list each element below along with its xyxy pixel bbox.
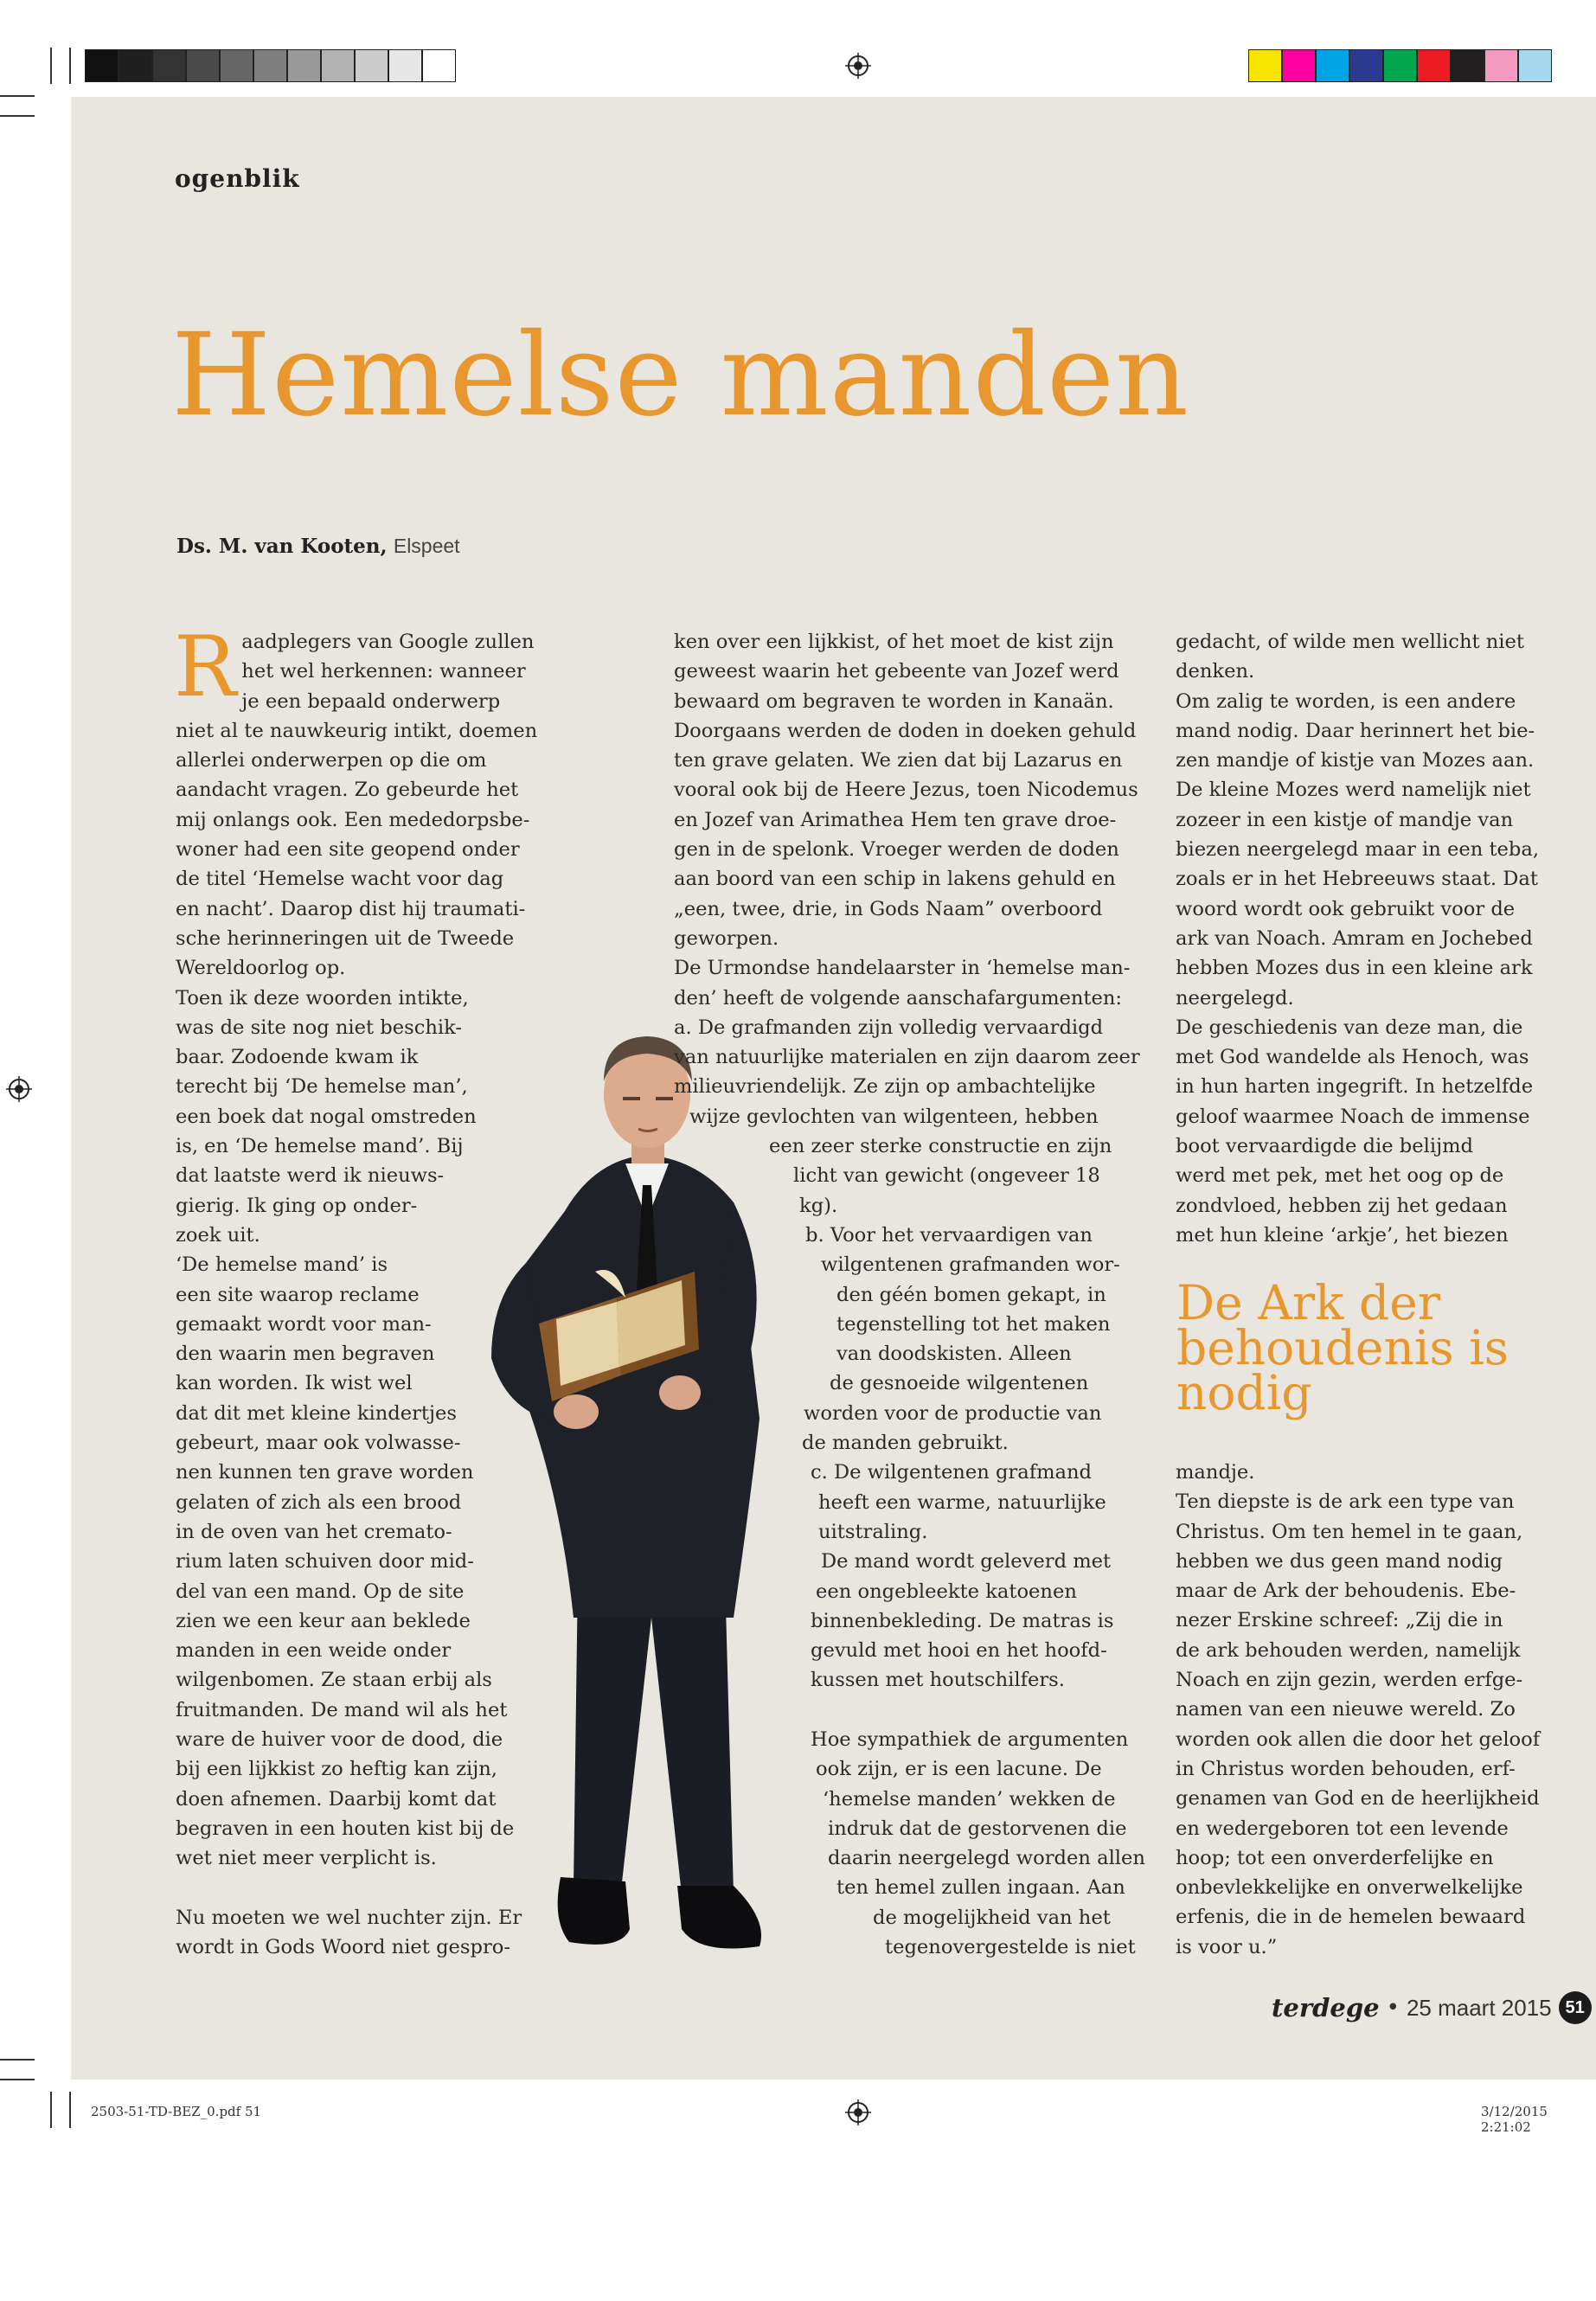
text-line: b. Voor het vervaardigen van [805, 1223, 1093, 1247]
text-line: mand nodig. Daar herinnert het bie- [1176, 719, 1535, 742]
drop-cap: R [174, 619, 237, 715]
text-line: ark van Noach. Amram en Jochebed [1176, 926, 1533, 950]
text-line: tegenstelling tot het maken [836, 1312, 1111, 1336]
text-line: kussen met houtschilfers. [811, 1669, 1065, 1692]
text-line: De geschiedenis van deze man, die [1176, 1016, 1523, 1039]
text-line: De Urmondse handelaarster in ‘hemelse man- [674, 957, 1131, 980]
text-line: De mand wordt geleverd met [821, 1550, 1112, 1574]
text-line: het wel herkennen: wanneer [241, 660, 526, 683]
text-line: Nu moeten we wel nuchter zijn. Er [176, 1906, 522, 1929]
text-line: met God wandelde als Henoch, was [1176, 1046, 1529, 1069]
text-line: dat dit met kleine kindertjes [176, 1401, 457, 1425]
text-line: erfenis, die in de hemelen bewaard [1176, 1906, 1526, 1929]
text-line: namen van een nieuwe wereld. Zo [1176, 1698, 1516, 1721]
text-line: je een bepaald onderwerp [241, 689, 501, 713]
text-line: behoudenis is [1176, 1320, 1509, 1375]
color-swatch [1248, 49, 1282, 82]
text-line: aandacht vragen. Zo gebeurde het [176, 779, 519, 802]
color-swatch [1451, 49, 1484, 82]
article-title: Hemelse manden [171, 309, 1190, 442]
text-column-1 [174, 619, 539, 1962]
text-line: nen kunnen ten grave worden [176, 1461, 474, 1484]
text-line: met hun kleine ‘arkje’, het biezen [1176, 1223, 1509, 1247]
text-line: in de oven van het cremato- [176, 1520, 452, 1543]
color-swatch [1383, 49, 1417, 82]
text-line: een ongebleekte katoenen [816, 1580, 1077, 1603]
text-line: de manden gebruikt. [802, 1432, 1009, 1455]
text-line [176, 1873, 539, 1902]
text-line: wilgenbomen. Ze staan erbij als [176, 1669, 492, 1692]
text-line: geweest waarin het gebeente van Jozef werd [674, 660, 1119, 683]
text-line: daarin neergelegd worden allen [828, 1847, 1145, 1870]
text-column-2 [674, 627, 1145, 1962]
text-line: de gesnoeide wilgentenen [830, 1372, 1089, 1395]
text-line: werd met pek, met het oog op de [1176, 1164, 1504, 1188]
text-line: was de site nog niet beschik- [176, 1016, 463, 1039]
text-line: een site waarop reclame [176, 1283, 420, 1306]
text-line: vooral ook bij de Heere Jezus, toen Nicodemus [674, 779, 1138, 802]
text-line: den géén bomen gekapt, in [836, 1283, 1106, 1306]
text-line: zozeer in een kistje of mandje van [1176, 808, 1514, 831]
text-line: Hoe sympathiek de argumenten [811, 1727, 1129, 1751]
text-line: mandje. [1176, 1461, 1255, 1484]
issue-date: 25 maart 2015 [1406, 1994, 1552, 2021]
page-number: 51 [1559, 1991, 1592, 2024]
text-line: kg). [799, 1194, 838, 1217]
text-line: ten hemel zullen ingaan. Aan [836, 1876, 1125, 1900]
text-line: en wedergeboren tot een levende [1176, 1817, 1509, 1840]
text-line: Noach en zijn gezin, werden erfge- [1176, 1669, 1523, 1692]
column-2-lines [674, 627, 1145, 1962]
registration-mark-icon [845, 2099, 871, 2125]
color-swatch [388, 49, 422, 82]
text-line: a. De grafmanden zijn volledig vervaardigd [674, 1016, 1104, 1039]
registration-mark-icon [6, 1076, 32, 1102]
text-line: van natuurlijke materialen en zijn daarom zeer [674, 1046, 1140, 1069]
text-line: zoek uit. [176, 1223, 260, 1247]
text-line: begraven in een houten kist bij de [176, 1817, 515, 1840]
text-line: de ark behouden werden, namelijk [1176, 1638, 1521, 1662]
text-line: uitstraling. [818, 1520, 928, 1543]
text-line: geloof waarmee Noach de immense [1176, 1105, 1530, 1128]
text-line: gelaten of zich als een brood [176, 1490, 462, 1514]
text-line: wet niet meer verplicht is. [176, 1847, 437, 1870]
text-line: dat laatste werd ik nieuws- [176, 1164, 445, 1188]
text-line: genamen van God en de heerlijkheid [1176, 1787, 1540, 1811]
color-swatch [355, 49, 388, 82]
byline-place: Elspeet [393, 535, 460, 557]
text-line: zoals er in het Hebreeuws staat. Dat [1176, 868, 1538, 891]
text-line: „een, twee, drie, in Gods Naam” overboord [674, 897, 1103, 920]
text-line: gedacht, of wilde men wellicht niet [1176, 631, 1524, 653]
text-line: sche herinneringen uit de Tweede [176, 926, 515, 950]
text-line: doen afnemen. Daarbij komt dat [176, 1787, 497, 1811]
text-line: wilgentenen grafmanden wor- [821, 1253, 1120, 1277]
column-1-lines [174, 619, 539, 1962]
pull-quote [1176, 1275, 1509, 1420]
text-line: Christus. Om ten hemel in te gaan, [1176, 1520, 1523, 1543]
text-line: ‘hemelse manden’ wekken de [823, 1787, 1116, 1811]
section-kicker: ogenblik [175, 164, 300, 193]
footer-separator: • [1386, 1995, 1400, 2021]
text-line: den’ heeft de volgende aanschafargumenten: [674, 986, 1123, 1009]
text-line: van doodskisten. Alleen [836, 1343, 1072, 1366]
text-line: en Jozef van Arimathea Hem ten grave droe- [674, 808, 1117, 831]
text-line: baar. Zodoende kwam ik [176, 1046, 419, 1069]
crop-mark [69, 2092, 71, 2128]
text-line: de titel ‘Hemelse wacht voor dag [176, 868, 504, 891]
text-line: mij onlangs ook. Een mededorpsbe- [176, 808, 530, 831]
text-line: ‘De hemelse mand’ is [176, 1253, 388, 1277]
text-line: ware de huiver voor de dood, die [176, 1727, 503, 1751]
text-line: aadplegers van Google zullen [241, 631, 535, 653]
color-swatch [1484, 49, 1518, 82]
text-line: wijze gevlochten van wilgenteen, hebben [689, 1105, 1099, 1128]
color-swatch [422, 49, 456, 82]
text-line: is, en ‘De hemelse mand’. Bij [176, 1135, 464, 1158]
text-line: Ten diepste is de ark een type van [1176, 1490, 1515, 1514]
text-line: binnenbekleding. De matras is [811, 1609, 1114, 1632]
text-column-3-top [1176, 627, 1539, 1250]
text-column-3-bottom [1176, 1458, 1539, 1962]
text-line: wordt in Gods Woord niet gespro- [176, 1936, 510, 1959]
text-line: terecht bij ‘De hemelse man’, [176, 1075, 468, 1099]
text-line: Om zalig te worden, is een andere [1176, 689, 1516, 713]
color-swatch [321, 49, 355, 82]
text-line: maar de Ark der behoudenis. Ebe- [1176, 1580, 1516, 1603]
text-line: niet al te nauwkeurig intikt, doemen [176, 719, 538, 742]
color-swatch [1518, 49, 1552, 82]
byline [176, 535, 460, 558]
color-swatch [1282, 49, 1316, 82]
text-line: aan boord van een schip in lakens gehuld en [674, 868, 1116, 891]
text-line: biezen neergelegd maar in een teba, [1176, 838, 1540, 862]
crop-mark [0, 2059, 35, 2061]
print-slug-right: 3/12/2015 2:21:02 [1481, 2104, 1548, 2135]
text-line: heeft een warme, natuurlijke [818, 1490, 1106, 1514]
text-line: fruitmanden. De mand wil als het [176, 1698, 508, 1721]
text-line: indruk dat de gestorvenen die [828, 1817, 1127, 1840]
text-line: zien we een keur aan beklede [176, 1609, 471, 1632]
text-line: hoop; tot een onverderfelijke en [1176, 1846, 1494, 1869]
color-swatch [186, 49, 220, 82]
text-line: c. De wilgentenen grafmand [811, 1461, 1092, 1484]
text-line: den waarin men begraven [176, 1343, 435, 1366]
color-swatch [287, 49, 321, 82]
text-line: hebben Mozes dus in een kleine ark [1176, 957, 1533, 980]
crop-mark [0, 115, 35, 117]
crop-mark [50, 48, 52, 84]
text-line: allerlei onderwerpen op die om [176, 749, 487, 772]
color-swatch [119, 49, 152, 82]
color-swatch [1349, 49, 1383, 82]
text-line: neergelegd. [1176, 986, 1294, 1009]
text-line: een boek dat nogal omstreden [176, 1105, 477, 1128]
text-line: worden voor de productie van [804, 1401, 1102, 1425]
text-line: geworpen. [674, 926, 779, 950]
crop-mark [0, 95, 35, 97]
crop-mark [69, 48, 71, 84]
text-line [674, 1695, 1141, 1725]
color-swatch [220, 49, 253, 82]
text-line: gen in de spelonk. Vroeger werden de doden [674, 838, 1119, 862]
text-line: ten grave gelaten. We zien dat bij Lazarus en [674, 749, 1123, 772]
text-line: een zeer sterke constructie en zijn [769, 1135, 1112, 1158]
text-line: ken over een lijkkist, of het moet de kist zijn [674, 631, 1114, 653]
column-3-bottom-lines [1176, 1458, 1539, 1962]
text-line: rium laten schuiven door mid- [176, 1550, 474, 1574]
byline-author: Ds. M. van Kooten, [176, 535, 388, 558]
text-line: Wereldoorlog op. [176, 957, 346, 980]
text-line: De Ark der [1176, 1275, 1440, 1330]
text-line: is voor u.” [1176, 1935, 1278, 1958]
text-line: ook zijn, er is een lacune. De [816, 1758, 1102, 1781]
text-line: woner had een site geopend onder [176, 838, 520, 862]
text-line: worden ook allen die door het geloof [1176, 1727, 1541, 1751]
text-line: manden in een weide onder [176, 1639, 452, 1663]
text-line: nezer Erskine schreef: „Zij die in [1176, 1609, 1503, 1632]
text-line: tegenovergestelde is niet [885, 1936, 1136, 1959]
text-line: zondvloed, hebben zij het gedaan [1176, 1194, 1508, 1217]
text-line: denken. [1176, 660, 1255, 683]
text-line: hebben we dus geen mand nodig [1176, 1549, 1503, 1573]
text-line: De kleine Mozes werd namelijk niet [1176, 779, 1531, 802]
text-line: bij een lijkkist zo heftig kan zijn, [176, 1758, 497, 1781]
text-line: Doorgaans werden de doden in doeken gehuld [674, 719, 1137, 742]
color-swatch [1316, 49, 1349, 82]
color-swatch [85, 49, 119, 82]
text-line: in hun harten ingegrift. In hetzelfde [1176, 1075, 1534, 1099]
magazine-brand: terdege [1272, 1993, 1380, 2022]
color-swatch [1417, 49, 1451, 82]
text-line: zen mandje of kistje van Mozes aan. [1176, 749, 1535, 772]
text-line: Toen ik deze woorden intikte, [176, 986, 469, 1009]
column-3-top-lines [1176, 627, 1539, 1250]
text-line: del van een mand. Op de site [176, 1580, 465, 1603]
text-line: bewaard om begraven te worden in Kanaän. [674, 689, 1114, 713]
text-line: kan worden. Ik wist wel [176, 1372, 413, 1395]
text-line: onbevlekkelijke en onverwelkelijke [1176, 1876, 1523, 1900]
text-line: gevuld met hooi en het hoofd- [811, 1639, 1107, 1663]
text-line: nodig [1176, 1365, 1312, 1420]
text-line: milieuvriendelijk. Ze zijn op ambachtelijke [674, 1075, 1096, 1099]
text-line: gebeurt, maar ook volwasse- [176, 1432, 461, 1455]
text-line: en nacht’. Daarop dist hij traumati- [176, 897, 526, 920]
crop-mark [0, 2079, 35, 2080]
text-line: gierig. Ik ging op onder- [176, 1194, 418, 1217]
color-swatch [253, 49, 287, 82]
text-line: boot vervaardigde die belijmd [1176, 1135, 1473, 1158]
text-line: de mogelijkheid van het [873, 1906, 1111, 1929]
color-swatch [152, 49, 186, 82]
crop-mark [50, 2092, 52, 2128]
text-line: in Christus worden behouden, erf- [1176, 1757, 1516, 1780]
text-line: woord wordt ook gebruikt voor de [1176, 897, 1516, 920]
pull-quote-lines [1176, 1275, 1509, 1420]
text-line: gemaakt wordt voor man- [176, 1312, 432, 1336]
print-slug-left: 2503-51-TD-BEZ_0.pdf 51 [91, 2104, 262, 2119]
text-line: licht van gewicht (ongeveer 18 [793, 1164, 1100, 1188]
page-footer [1272, 1991, 1592, 2024]
registration-mark-icon [845, 53, 871, 79]
